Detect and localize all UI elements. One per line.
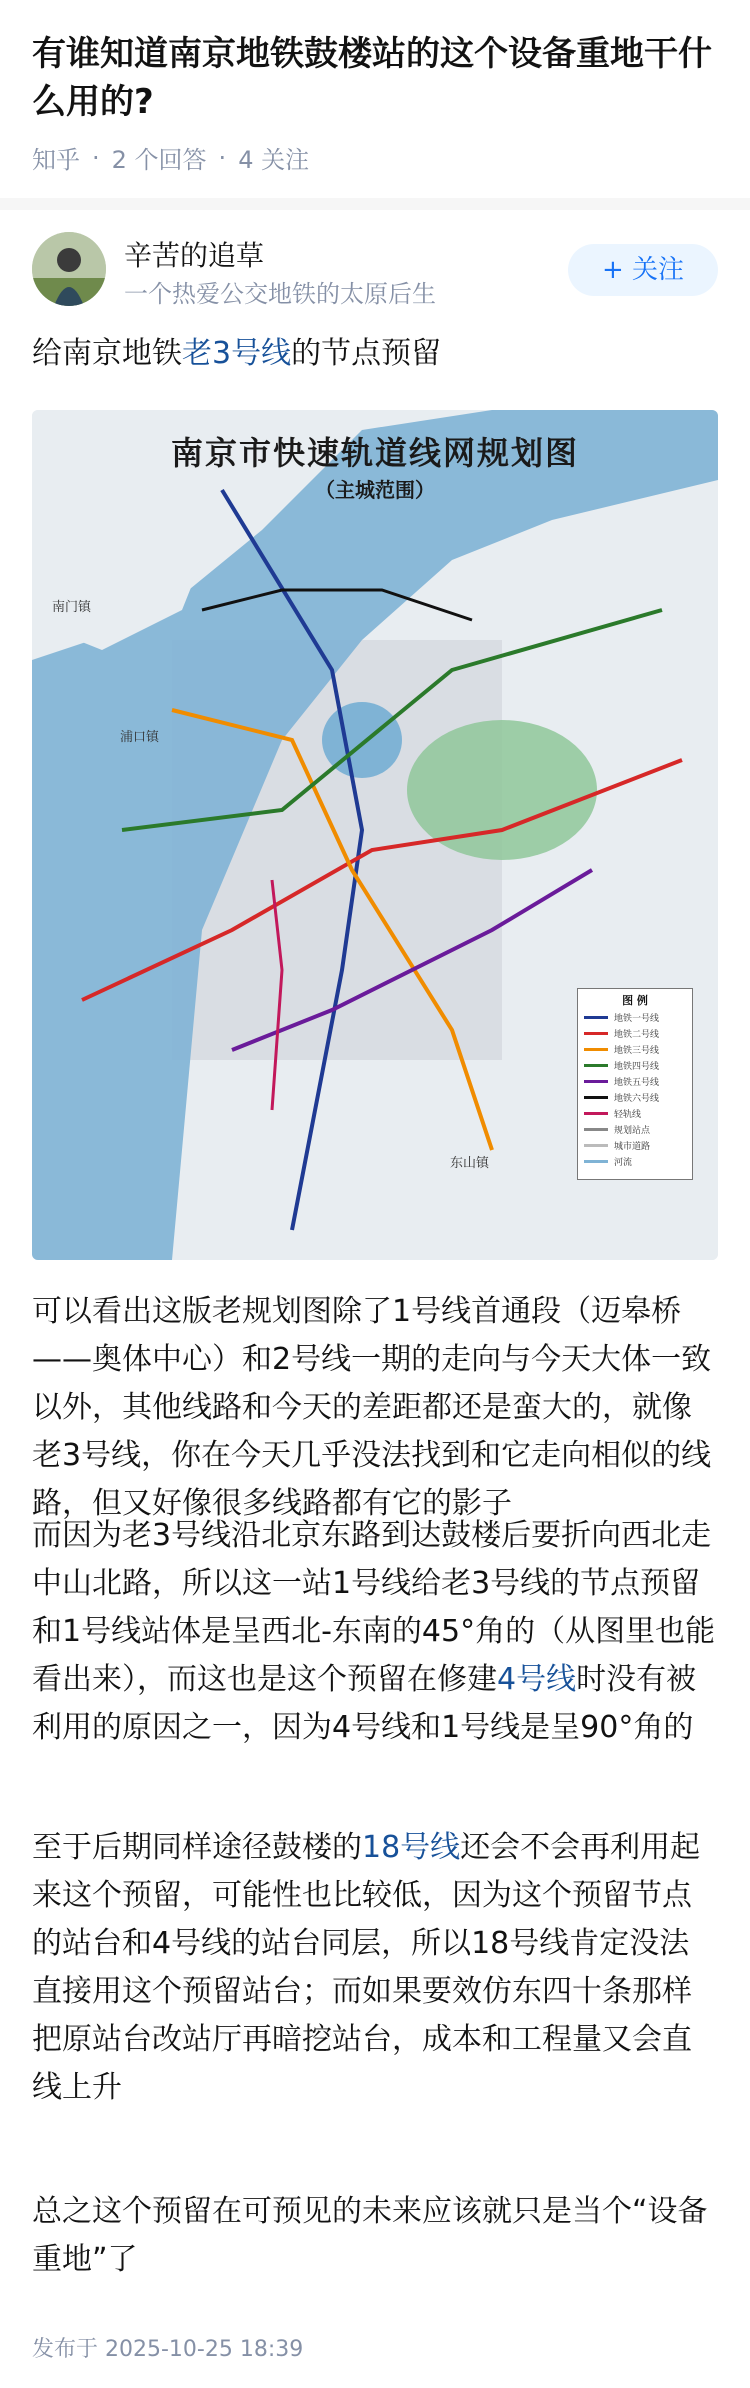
source-label[interactable]: 知乎 [32,146,80,174]
answer-intro [32,330,718,378]
p3-prefix: 至于后期同样途径鼓楼的 [32,1830,362,1865]
legend-swatch [584,1080,608,1083]
line3-link[interactable]: 老3号线 [182,336,292,371]
author-card [32,232,718,312]
follow-button[interactable]: + 关注 [568,244,718,296]
author-name[interactable]: 辛苦的追草 [124,239,265,272]
meta-separator: · [218,143,227,172]
place-label: 东山镇 [450,1156,490,1171]
legend-swatch [584,1032,608,1035]
answer-paragraph-4: 总之这个预留在可预见的未来应该就只是当个“设备重地”了 [32,2194,708,2277]
p3-suffix: 还会不会再利用起来这个预留，可能性也比较低，因为这个预留节点的站台和4号线的站台同层，所以18号线肯定没法直接用这个预留站台；而如果要效仿东四十条那样把原站台改站厅再暗挖站台，成本和工程量又会直线上升 [32,1830,701,2105]
map-subtitle: （主城范围） [315,478,435,502]
place-label: 浦口镇 [120,730,160,745]
legend-item [584,1154,686,1168]
legend-swatch [584,1096,608,1099]
legend-item [584,1122,686,1136]
legend-label: 地铁六号线 [614,1093,660,1104]
legend-item [584,1010,686,1024]
legend-label: 地铁四号线 [614,1061,660,1072]
legend-swatch [584,1160,608,1163]
legend-swatch [584,1064,608,1067]
published-time: 发布于 2025-10-25 18:39 [32,2337,304,2362]
legend-item [584,1106,686,1120]
legend-item [584,1074,686,1088]
legend-label: 规划站点 [614,1125,651,1136]
answer-paragraph-1: 可以看出这版老规划图除了1号线首通段（迈皋桥——奥体中心）和2号线一期的走向与今天大体一致以外，其他线路和今天的差距都还是蛮大的，就像老3号线，你在今天几乎没法找到和它走向相似的线路，但又好像很多线路都有它的影子 [32,1294,712,1521]
avatar-image [32,232,106,306]
meta-separator: · [92,143,100,172]
legend-item [584,1026,686,1040]
legend-swatch [584,1016,608,1019]
legend-item [584,1138,686,1152]
follow-count: 4 关注 [238,146,310,174]
legend-item [584,1090,686,1104]
intro-prefix: 给南京地铁 [32,336,182,371]
legend-label: 地铁三号线 [614,1045,660,1056]
answer-count[interactable]: 2 个回答 [111,146,207,174]
legend-label: 城市道路 [614,1141,651,1152]
answer-paragraph-2 [32,1512,718,1752]
p2-prefix: 而因为老3号线沿北京东路到达鼓楼后要折向西北走中山北路，所以这一站1号线给老3号线的节点预留和1号线站体是呈西北-东南的45°角的（从图里也能看出来），而这也是这个预留在修建 [32,1518,716,1697]
intro-suffix: 的节点预留 [291,336,442,371]
legend-swatch [584,1144,608,1147]
place-label: 南门镇 [52,600,92,615]
p2-suffix: 时没有被利用的原因之一，因为4号线和1号线是呈90°角的 [32,1662,697,1745]
section-divider [0,198,750,210]
legend-label: 地铁五号线 [614,1077,660,1088]
map-legend [577,988,693,1180]
legend-label: 地铁二号线 [614,1029,660,1040]
legend-swatch [584,1048,608,1051]
line18-link[interactable]: 18号线 [362,1830,461,1865]
author-bio: 一个热爱公交地铁的太原后生 [124,280,436,308]
legend-label: 轻轨线 [614,1109,642,1120]
legend-item [584,1058,686,1072]
metro-plan-image[interactable] [32,410,718,1260]
question-meta [32,140,309,175]
legend-swatch [584,1128,608,1131]
line4-link[interactable]: 4号线 [497,1662,577,1697]
map-title: 南京市快速轨道线网规划图 [170,434,579,472]
legend-item [584,1042,686,1056]
answer-paragraph-3 [32,1824,718,2112]
legend-title: 图 例 [622,994,648,1007]
legend-label: 地铁一号线 [614,1013,660,1024]
question-title[interactable]: 有谁知道南京地铁鼓楼站的这个设备重地干什么用的? [32,34,712,122]
legend-swatch [584,1112,608,1115]
legend-label: 河流 [614,1157,633,1168]
avatar[interactable] [32,232,106,306]
